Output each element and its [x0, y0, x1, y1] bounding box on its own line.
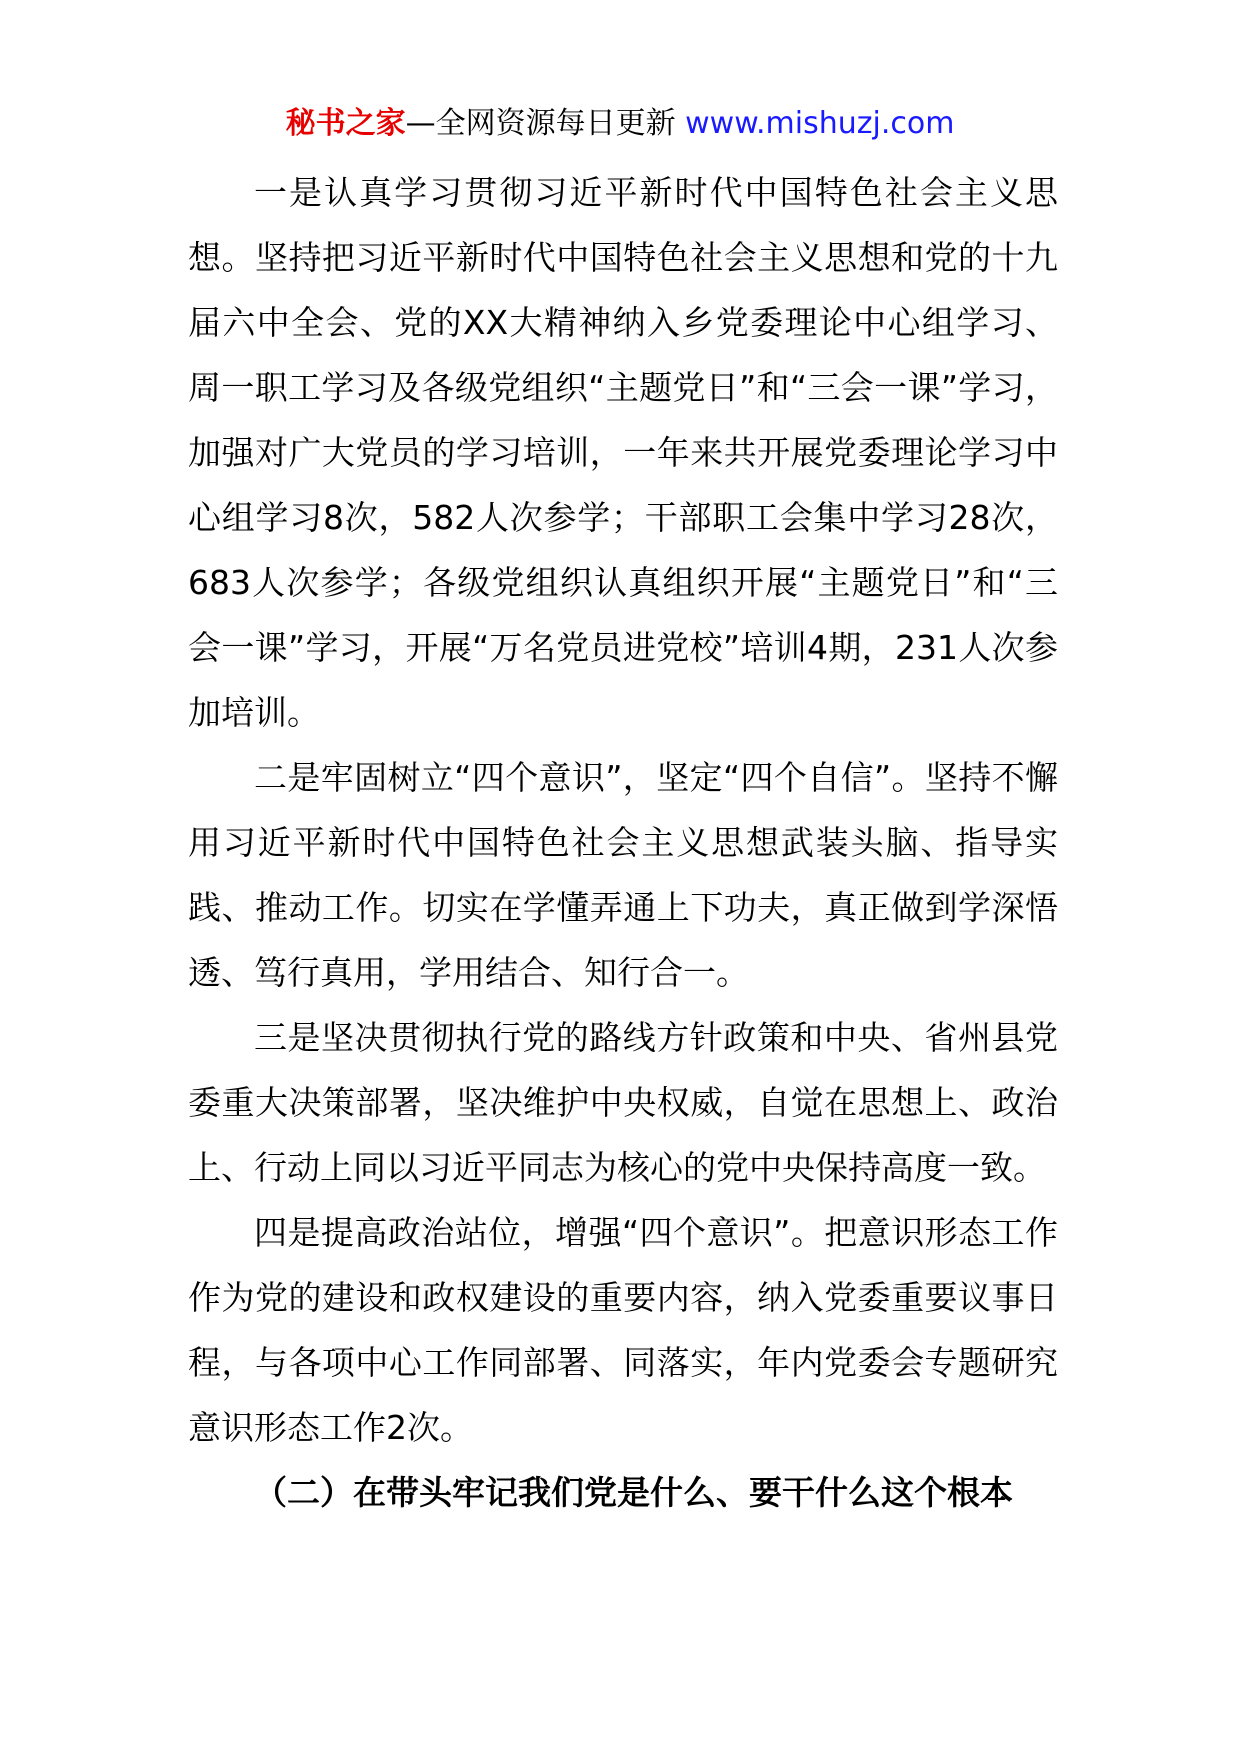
site-tagline: —全网资源每日更新	[405, 106, 686, 141]
paragraph-implement-policy: 三是坚决贯彻执行党的路线方针政策和中央、省州县党委重大决策部署，坚决维护中央权威，自觉在思想上、政治上、行动上同以习近平同志为核心的党中央保持高度一致。	[188, 1018, 1058, 1187]
paragraph-study-thought: 一是认真学习贯彻习近平新时代中国特色社会主义思想。坚持把习近平新时代中国特色社会主义思想和党的十九届六中全会、党的XX大精神纳入乡党委理论中心组学习、周一职工学习及各级党组织“主题党日”和“三会一课”学习，加强对广大党员的学习培训，一年来共开展党委理论学习中心组学习8次，582人次参学；干部职工会集中学习28次，683人次参学；各级党组织认真组织开展“主题党日”和“三会一课”学习，开展“万名党员进党校”培训4期，231人次参加培训。	[188, 173, 1058, 732]
site-header	[0, 100, 1240, 148]
document-body	[188, 160, 1058, 1525]
site-brand: 秘书之家	[285, 106, 406, 141]
paragraph-political-stance: 四是提高政治站位，增强“四个意识”。把意识形态工作作为党的建设和政权建设的重要内容，纳入党委重要议事日程，与各项中心工作同部署、同落实，年内党委会专题研究意识形态工作2次。	[188, 1213, 1058, 1447]
section-heading: （二）在带头牢记我们党是什么、要干什么这个根本	[254, 1473, 1013, 1512]
paragraph-four-consciousness: 二是牢固树立“四个意识”，坚定“四个自信”。坚持不懈用习近平新时代中国特色社会主义思想武装头脑、指导实践、推动工作。切实在学懂弄通上下功夫，真正做到学深悟透、笃行真用，学用结合、知行合一。	[188, 758, 1058, 992]
site-url-link[interactable]: www.mishuzj.com	[685, 106, 955, 141]
